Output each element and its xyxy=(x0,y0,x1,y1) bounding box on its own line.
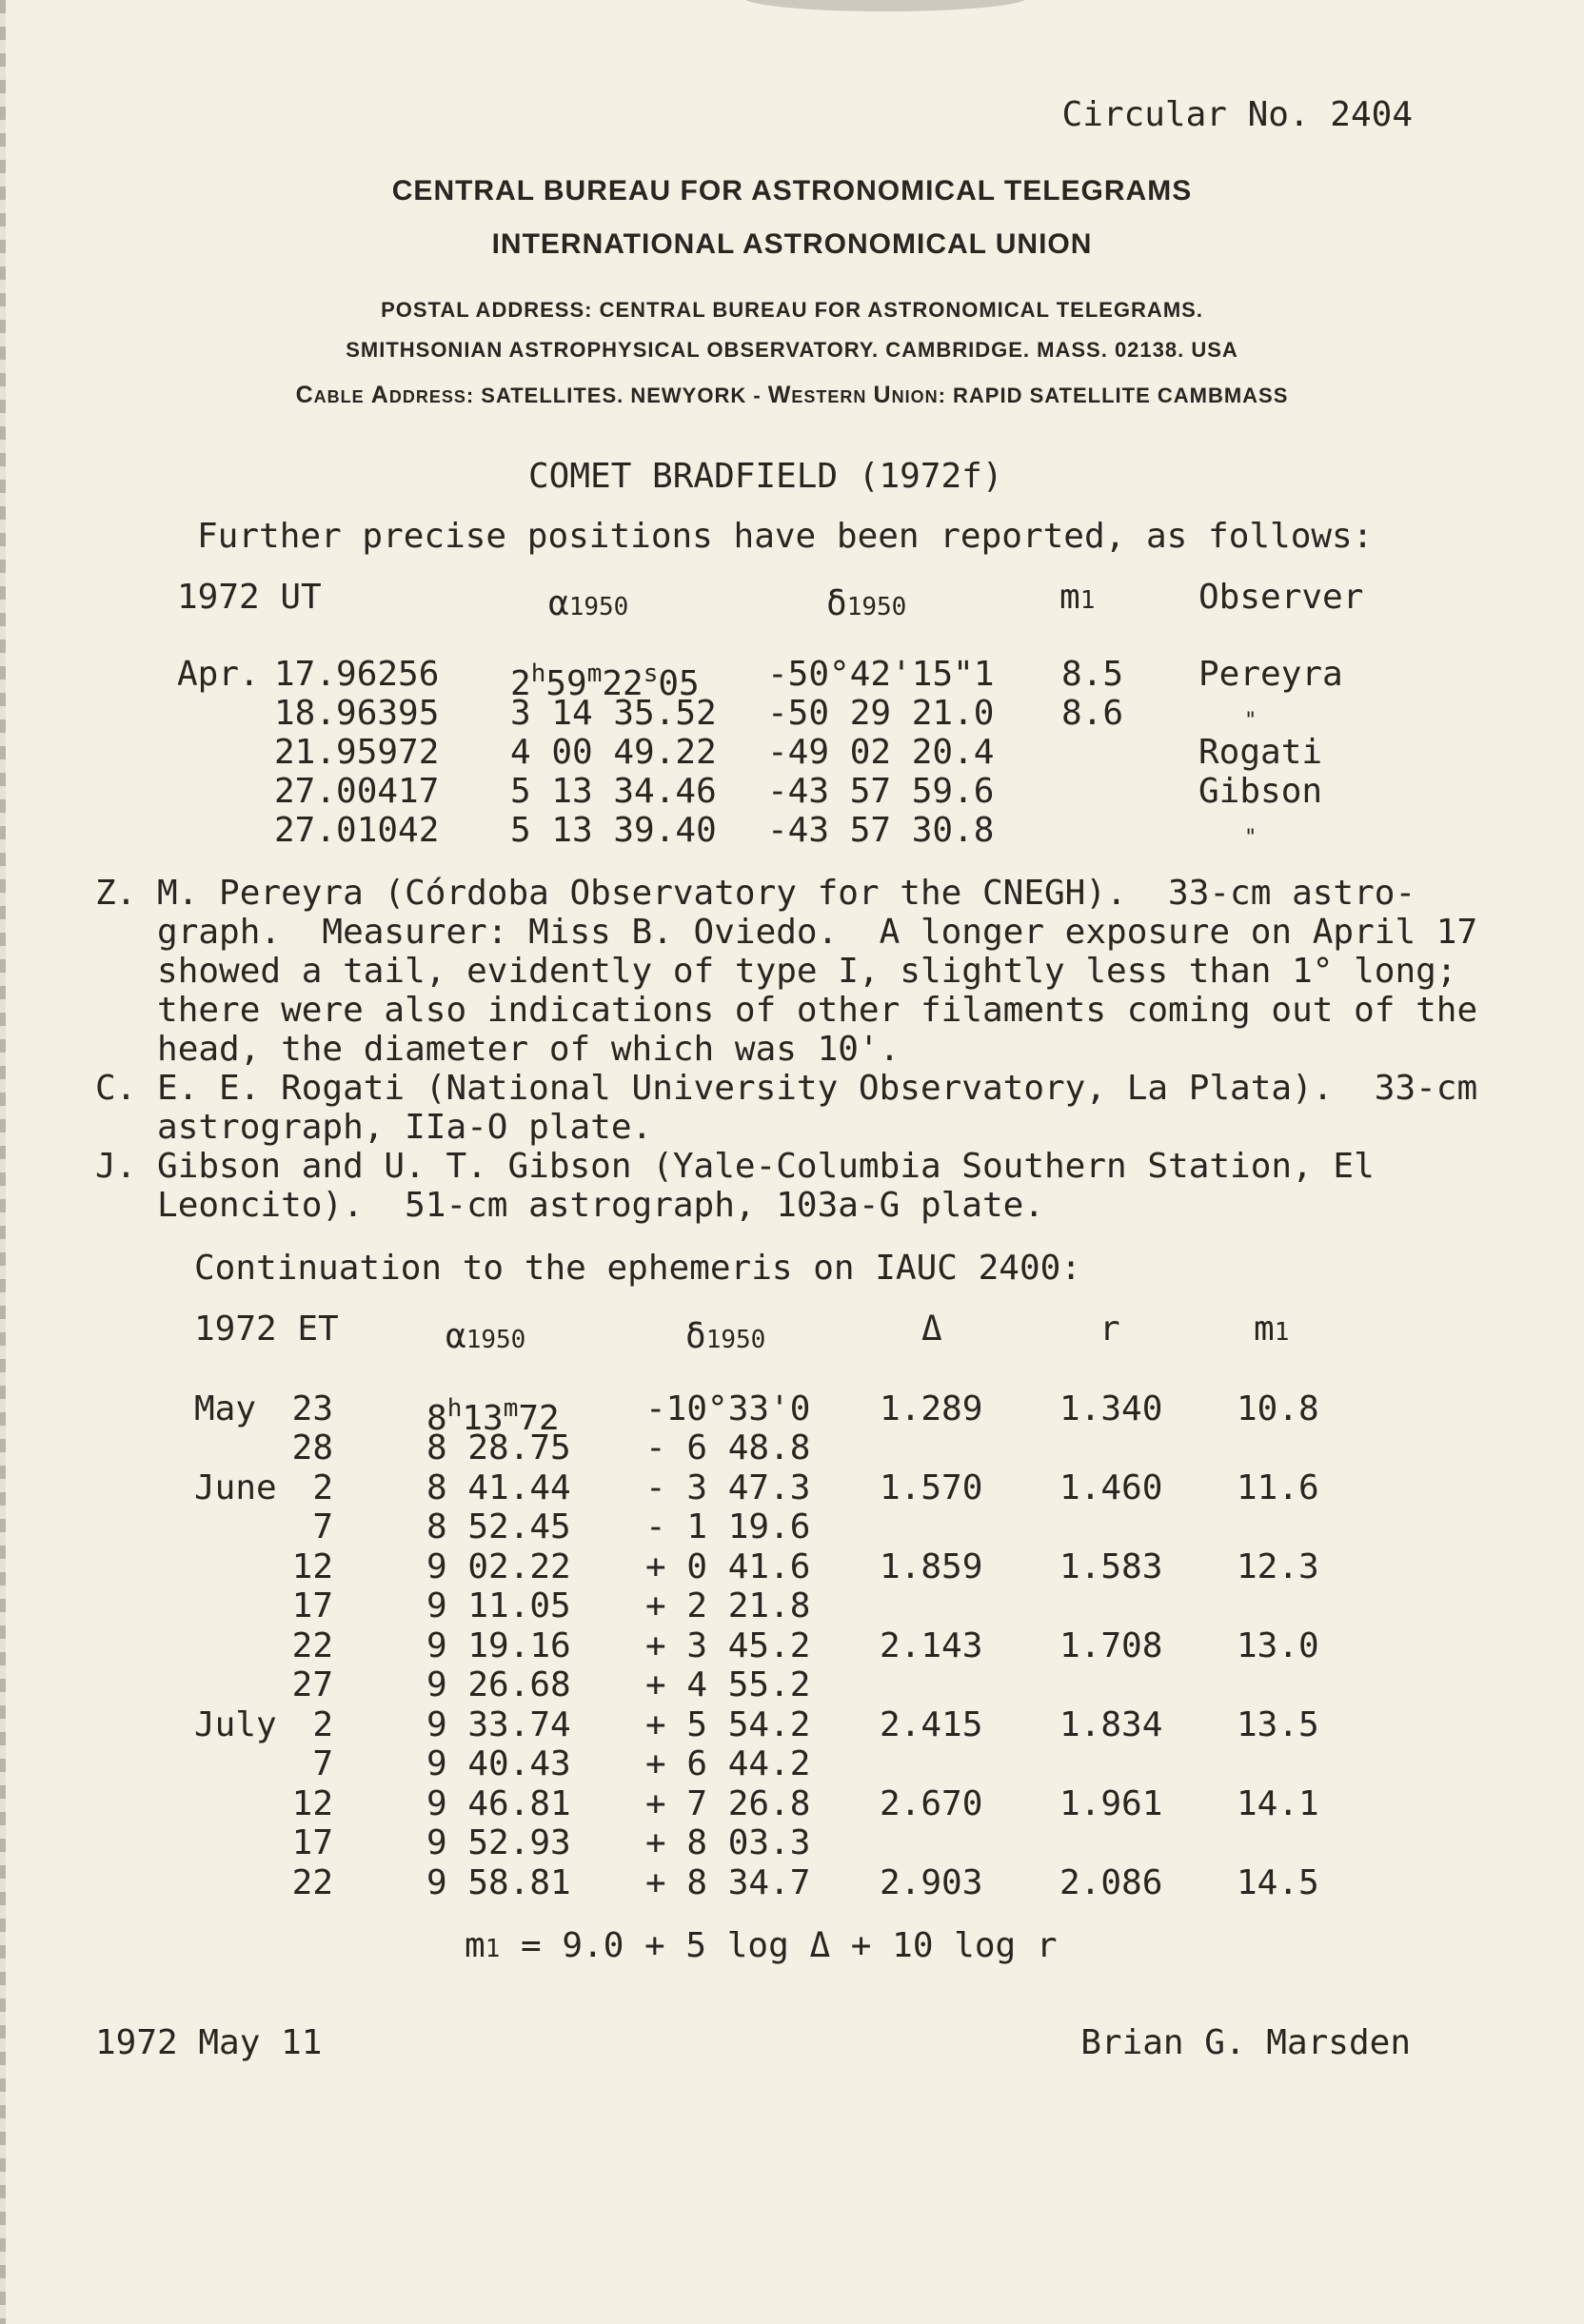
position-ra: 2$^h$59$^m$22$^s$05 xyxy=(510,660,700,703)
position-date: 17.96256 xyxy=(274,655,440,694)
ephemeris-header-dec: δ1950 xyxy=(685,1317,766,1356)
position-date: 27.00417 xyxy=(274,772,440,811)
ephemeris-dec: + 4 55.2 xyxy=(645,1665,811,1704)
ephemeris-dec: - 3 47.3 xyxy=(645,1468,811,1507)
ephemeris-mag: 10.8 xyxy=(1237,1389,1319,1428)
note-line: there were also indications of other filaments coming out of the xyxy=(95,991,1478,1030)
position-date: 27.01042 xyxy=(274,811,440,850)
ephemeris-day: 22 xyxy=(291,1863,333,1902)
ephemeris-ra: 9 52.93 xyxy=(426,1823,571,1862)
ephemeris-ra: 9 58.81 xyxy=(426,1863,571,1902)
ephemeris-ra: 8 28.75 xyxy=(426,1428,571,1467)
circular-number: Circular No. 2404 xyxy=(1061,95,1413,134)
ephemeris-dec: + 0 41.6 xyxy=(645,1547,811,1586)
note-line: Z. M. Pereyra (Córdoba Observatory for the CNEGH). 33-cm astro- xyxy=(95,874,1416,913)
ephemeris-dec: + 5 54.2 xyxy=(645,1705,811,1744)
ephemeris-delta: 1.289 xyxy=(880,1389,983,1428)
ephemeris-mag: 13.5 xyxy=(1237,1705,1319,1744)
positions-header-date: 1972 UT xyxy=(177,578,322,617)
ephemeris-r: 1.961 xyxy=(1059,1784,1163,1823)
ephemeris-day: 7 xyxy=(312,1507,333,1546)
position-ra: 3 14 35.52 xyxy=(510,694,717,733)
note-line: head, the diameter of which was 10'. xyxy=(95,1030,901,1069)
ephemeris-header-date: 1972 ET xyxy=(194,1310,339,1349)
ephemeris-ra: 9 33.74 xyxy=(426,1705,571,1744)
ephemeris-mag: 14.1 xyxy=(1237,1784,1319,1823)
position-observer: Gibson xyxy=(1198,772,1323,811)
postal-address-line-2: SMITHSONIAN ASTROPHYSICAL OBSERVATORY. CAMBRIDGE. MASS. 02138. USA xyxy=(346,338,1238,362)
ephemeris-ra: 8 41.44 xyxy=(426,1468,571,1507)
position-dec: -49 02 20.4 xyxy=(767,733,995,772)
bureau-title: CENTRAL BUREAU FOR ASTRONOMICAL TELEGRAMS xyxy=(391,175,1193,207)
ephemeris-intro: Continuation to the ephemeris on IAUC 2400: xyxy=(194,1249,1081,1288)
position-mag: 8.5 xyxy=(1061,655,1124,694)
ephemeris-header-ra: α1950 xyxy=(446,1317,526,1356)
note-line: C. E. E. Rogati (National University Observatory, La Plata). 33-cm xyxy=(95,1069,1478,1108)
ephemeris-dec: + 3 45.2 xyxy=(645,1626,811,1665)
note-line: showed a tail, evidently of type I, slightly less than 1° long; xyxy=(95,952,1457,991)
positions-header-dec: δ1950 xyxy=(826,584,907,623)
ephemeris-ra: 9 26.68 xyxy=(426,1665,571,1704)
ephemeris-day: 7 xyxy=(312,1744,333,1783)
position-dec: -43 57 30.8 xyxy=(767,811,995,850)
position-date: 21.95972 xyxy=(274,733,440,772)
position-ra: 5 13 39.40 xyxy=(510,811,717,850)
ephemeris-day: 17 xyxy=(291,1586,333,1625)
ephemeris-ra: 9 19.16 xyxy=(426,1626,571,1665)
ephemeris-mag: 11.6 xyxy=(1237,1468,1319,1507)
ephemeris-day: 2 xyxy=(312,1705,333,1744)
paper-smudge xyxy=(742,0,1028,11)
positions-header-mag: m1 xyxy=(1059,578,1096,617)
ephemeris-r: 1.708 xyxy=(1059,1626,1163,1665)
ephemeris-day: 27 xyxy=(291,1665,333,1704)
ephemeris-ra: 9 40.43 xyxy=(426,1744,571,1783)
position-dec: -50°42'15"1 xyxy=(767,655,995,694)
position-dec: -43 57 59.6 xyxy=(767,772,995,811)
ephemeris-day: 22 xyxy=(291,1626,333,1665)
ephemeris-delta: 2.670 xyxy=(880,1784,983,1823)
ephemeris-month: May xyxy=(194,1389,257,1428)
ephemeris-r: 1.340 xyxy=(1059,1389,1163,1428)
position-date: 18.96395 xyxy=(274,694,440,733)
positions-intro: Further precise positions have been reported, as follows: xyxy=(197,517,1374,556)
ephemeris-day: 17 xyxy=(291,1823,333,1862)
ephemeris-ra: 8$^h$13$^m$72 xyxy=(426,1394,560,1438)
ephemeris-r: 1.460 xyxy=(1059,1468,1163,1507)
note-line: J. Gibson and U. T. Gibson (Yale-Columbia Southern Station, El xyxy=(95,1147,1375,1186)
ephemeris-delta: 2.143 xyxy=(880,1626,983,1665)
ephemeris-day: 2 xyxy=(312,1468,333,1507)
position-observer: " xyxy=(1244,826,1257,850)
ephemeris-month: July xyxy=(194,1705,277,1744)
ephemeris-delta: 1.570 xyxy=(880,1468,983,1507)
note-line: graph. Measurer: Miss B. Oviedo. A longer exposure on April 17 xyxy=(95,913,1478,952)
ephemeris-header-r: r xyxy=(1099,1310,1120,1349)
comet-title: COMET BRADFIELD (1972f) xyxy=(528,457,1003,496)
cable-address: CABLE ADDRESS: SATELLITES. NEWYORK - WESTERN UNION: RAPID SATELLITE CAMBMASS xyxy=(295,382,1289,408)
ephemeris-header-delta: Δ xyxy=(921,1310,942,1349)
ephemeris-dec: - 1 19.6 xyxy=(645,1507,811,1546)
position-month: Apr. xyxy=(177,655,260,694)
position-observer: Pereyra xyxy=(1198,655,1343,694)
position-observer: Rogati xyxy=(1198,733,1323,772)
position-dec: -50 29 21.0 xyxy=(767,694,995,733)
ephemeris-delta: 2.903 xyxy=(880,1863,983,1902)
ephemeris-delta: 1.859 xyxy=(880,1547,983,1586)
ephemeris-dec: + 7 26.8 xyxy=(645,1784,811,1823)
author-signature: Brian G. Marsden xyxy=(1080,2023,1411,2062)
magnitude-formula: m1 = 9.0 + 5 log Δ + 10 log r xyxy=(465,1926,1058,1965)
ephemeris-dec: + 2 21.8 xyxy=(645,1586,811,1625)
ephemeris-day: 12 xyxy=(291,1784,333,1823)
ephemeris-mag: 12.3 xyxy=(1237,1547,1319,1586)
note-line: astrograph, IIa-O plate. xyxy=(95,1108,653,1147)
ephemeris-ra: 9 11.05 xyxy=(426,1586,571,1625)
ephemeris-dec: + 8 34.7 xyxy=(645,1863,811,1902)
ephemeris-dec: + 6 44.2 xyxy=(645,1744,811,1783)
ephemeris-day: 28 xyxy=(291,1428,333,1467)
position-mag: 8.6 xyxy=(1061,694,1124,733)
ephemeris-mag: 13.0 xyxy=(1237,1626,1319,1665)
positions-header-observer: Observer xyxy=(1198,578,1364,617)
ephemeris-mag: 14.5 xyxy=(1237,1863,1319,1902)
ephemeris-delta: 2.415 xyxy=(880,1705,983,1744)
ephemeris-ra: 9 46.81 xyxy=(426,1784,571,1823)
postal-address-line-1: POSTAL ADDRESS: CENTRAL BUREAU FOR ASTRONOMICAL TELEGRAMS. xyxy=(381,298,1203,322)
ephemeris-r: 1.583 xyxy=(1059,1547,1163,1586)
ephemeris-r: 1.834 xyxy=(1059,1705,1163,1744)
ephemeris-r: 2.086 xyxy=(1059,1863,1163,1902)
ephemeris-dec: -10°33'0 xyxy=(645,1389,811,1428)
ephemeris-ra: 8 52.45 xyxy=(426,1507,571,1546)
issue-date: 1972 May 11 xyxy=(95,2023,323,2062)
ephemeris-dec: - 6 48.8 xyxy=(645,1428,811,1467)
union-title: INTERNATIONAL ASTRONOMICAL UNION xyxy=(491,228,1093,260)
positions-header-ra: α1950 xyxy=(548,584,629,623)
ephemeris-day: 23 xyxy=(291,1389,333,1428)
ephemeris-month: June xyxy=(194,1468,277,1507)
position-ra: 4 00 49.22 xyxy=(510,733,717,772)
ephemeris-ra: 9 02.22 xyxy=(426,1547,571,1586)
ephemeris-header-mag: m1 xyxy=(1254,1310,1290,1349)
note-line: Leoncito). 51-cm astrograph, 103a-G plate. xyxy=(95,1186,1044,1225)
position-ra: 5 13 34.46 xyxy=(510,772,717,811)
ephemeris-day: 12 xyxy=(291,1547,333,1586)
ephemeris-dec: + 8 03.3 xyxy=(645,1823,811,1862)
position-observer: " xyxy=(1244,709,1257,733)
